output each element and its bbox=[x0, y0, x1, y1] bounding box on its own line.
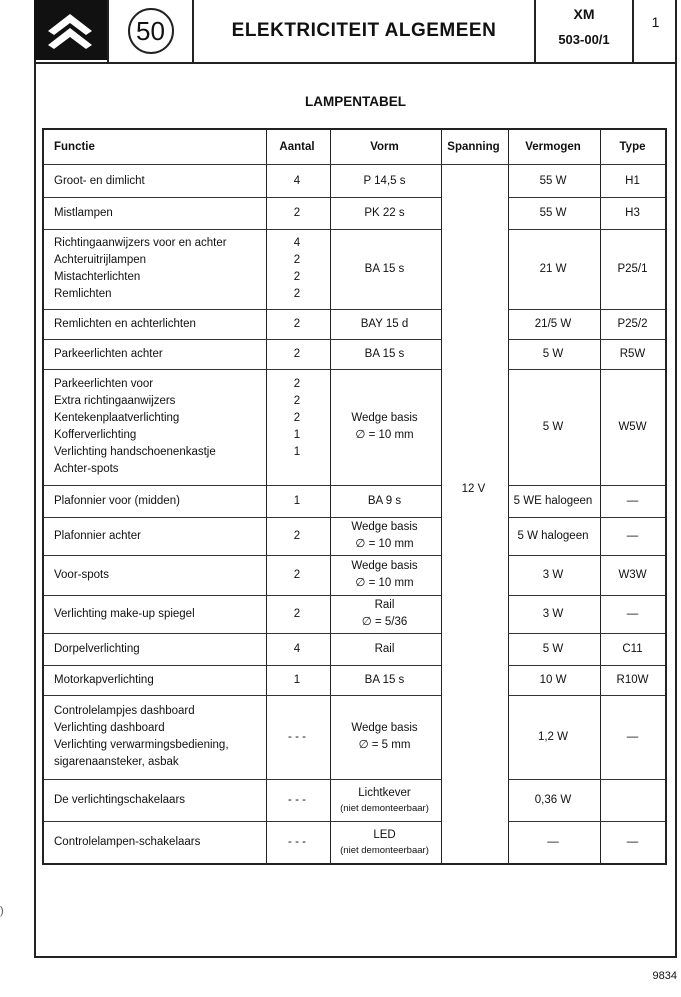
col-header-spanning: Spanning bbox=[447, 140, 500, 153]
functie-cell bbox=[54, 229, 264, 309]
vorm-cell bbox=[330, 695, 439, 779]
cell-line: 1 bbox=[293, 673, 301, 686]
cell-line: 2 bbox=[293, 254, 301, 266]
functie-cell bbox=[54, 369, 264, 485]
aantal-cell bbox=[266, 485, 328, 517]
type-cell: R5W bbox=[619, 347, 646, 360]
cell-line: ∅ = 5/36 bbox=[361, 616, 408, 628]
vermogen-cell: 3 W bbox=[542, 607, 564, 620]
column-divider bbox=[441, 130, 442, 863]
cell-line: Verlichting dashboard bbox=[54, 722, 165, 734]
vermogen-cell: 21 W bbox=[539, 262, 567, 275]
type-cell: C11 bbox=[622, 642, 643, 655]
vermogen-cell: 5 W bbox=[542, 642, 564, 655]
vorm-cell bbox=[330, 633, 439, 665]
cell-line: Controlelampen-schakelaars bbox=[54, 835, 201, 848]
cell-line: 4 bbox=[293, 642, 301, 655]
cell-line: Parkeerlichten achter bbox=[54, 347, 163, 360]
aantal-cell bbox=[266, 555, 328, 595]
lamp-table bbox=[42, 128, 667, 865]
aantal-cell bbox=[266, 197, 328, 229]
functie-cell bbox=[54, 339, 264, 369]
cell-line: Rail bbox=[374, 642, 395, 655]
cell-line: 2 bbox=[293, 378, 301, 390]
vermogen-cell: 10 W bbox=[539, 673, 567, 686]
vermogen-cell: 55 W bbox=[539, 174, 567, 187]
type-cell bbox=[600, 779, 665, 821]
vermogen-cell: 0,36 W bbox=[534, 793, 572, 806]
page-number: 1 bbox=[651, 14, 660, 30]
type-cell: — bbox=[626, 529, 639, 542]
functie-cell bbox=[54, 633, 264, 665]
cell-line: 2 bbox=[293, 607, 301, 620]
cell-line: Lichtkever bbox=[358, 787, 411, 799]
cell-line: 2 bbox=[293, 288, 301, 300]
table-title: LAMPENTABEL bbox=[305, 94, 406, 109]
cell-line: 2 bbox=[293, 412, 301, 424]
cell-line: 2 bbox=[293, 271, 301, 283]
functie-cell bbox=[54, 665, 264, 695]
double-chevron-logo-icon bbox=[34, 0, 107, 60]
type-cell: — bbox=[626, 607, 639, 620]
cell-line: Verlichting verwarmingsbediening, bbox=[54, 739, 229, 751]
vorm-cell bbox=[330, 665, 439, 695]
cell-line: Achter-spots bbox=[54, 463, 119, 475]
cell-line: 2 bbox=[293, 529, 301, 542]
type-cell: — bbox=[626, 730, 639, 743]
cell-line: ∅ = 10 mm bbox=[355, 538, 414, 550]
vermogen-cell: 5 W bbox=[542, 420, 564, 433]
vermogen-cell: 5 W halogeen bbox=[517, 529, 589, 542]
functie-cell bbox=[54, 517, 264, 555]
cell-line: Wedge basis bbox=[351, 412, 418, 424]
cell-line: Motorkapverlichting bbox=[54, 673, 154, 686]
vorm-cell bbox=[330, 821, 439, 863]
vorm-cell bbox=[330, 779, 439, 821]
cell-line: Wedge basis bbox=[351, 521, 418, 533]
type-cell: W5W bbox=[618, 420, 647, 433]
cell-line: Wedge basis bbox=[351, 560, 418, 572]
vorm-cell bbox=[330, 309, 439, 339]
cell-line: Dorpelverlichting bbox=[54, 642, 140, 655]
section-number: 50 bbox=[128, 8, 174, 54]
cell-line: BA 15 s bbox=[364, 262, 405, 275]
cell-line: Achteruitrijlampen bbox=[54, 254, 147, 266]
vermogen-cell: 21/5 W bbox=[534, 317, 572, 330]
doc-code-box bbox=[534, 0, 634, 62]
functie-cell bbox=[54, 779, 264, 821]
footer-number: 9834 bbox=[652, 970, 677, 982]
cell-line: (niet demonteerbaar) bbox=[340, 845, 429, 856]
col-header-vorm: Vorm bbox=[370, 140, 399, 153]
vermogen-cell: 55 W bbox=[539, 206, 567, 219]
vorm-cell bbox=[330, 339, 439, 369]
cell-line: ∅ = 5 mm bbox=[358, 739, 411, 751]
cell-line: - - - bbox=[288, 730, 306, 743]
type-cell: P25/2 bbox=[617, 317, 648, 330]
vorm-cell bbox=[330, 229, 439, 309]
vorm-cell bbox=[330, 595, 439, 633]
cell-line: Voor-spots bbox=[54, 568, 109, 581]
functie-cell bbox=[54, 695, 264, 779]
cell-line: LED bbox=[373, 829, 396, 841]
col-header-type: Type bbox=[619, 140, 646, 153]
cell-line bbox=[295, 461, 298, 478]
cell-line: PK 22 s bbox=[364, 206, 405, 219]
vermogen-cell: 1,2 W bbox=[537, 730, 569, 743]
aantal-cell bbox=[266, 633, 328, 665]
cell-line: Mistlampen bbox=[54, 206, 113, 219]
cell-line: 2 bbox=[293, 317, 301, 330]
voltage-cell: 12 V bbox=[461, 483, 486, 495]
vermogen-cell: — bbox=[547, 835, 559, 848]
aantal-cell bbox=[266, 229, 328, 309]
functie-cell bbox=[54, 165, 264, 197]
aantal-cell bbox=[266, 309, 328, 339]
cell-line: 1 bbox=[293, 429, 301, 441]
type-cell: — bbox=[626, 494, 639, 507]
functie-cell bbox=[54, 485, 264, 517]
cell-line: Verlichting make-up spiegel bbox=[54, 607, 195, 620]
vorm-cell bbox=[330, 517, 439, 555]
cell-line: Groot- en dimlicht bbox=[54, 174, 145, 187]
type-cell: W3W bbox=[618, 568, 647, 581]
cell-line: (niet demonteerbaar) bbox=[340, 803, 429, 814]
margin-mark: ) bbox=[0, 905, 4, 917]
vorm-cell bbox=[330, 369, 439, 485]
type-cell: H3 bbox=[625, 206, 640, 219]
cell-line: 2 bbox=[293, 206, 301, 219]
vorm-cell bbox=[330, 165, 439, 197]
vermogen-cell: 5 WE halogeen bbox=[513, 494, 593, 507]
aantal-cell bbox=[266, 665, 328, 695]
cell-line: 1 bbox=[293, 494, 301, 507]
functie-cell bbox=[54, 309, 264, 339]
cell-line: 2 bbox=[293, 347, 301, 360]
aantal-cell bbox=[266, 595, 328, 633]
cell-line: BA 9 s bbox=[367, 494, 402, 507]
page-title: ELEKTRICITEIT ALGEMEEN bbox=[231, 20, 497, 41]
cell-line: 4 bbox=[293, 237, 301, 249]
cell-line: Rail bbox=[374, 599, 395, 611]
aantal-cell bbox=[266, 165, 328, 197]
functie-cell bbox=[54, 821, 264, 863]
cell-line: Remlichten en achterlichten bbox=[54, 317, 196, 330]
col-header-functie: Functie bbox=[54, 140, 95, 153]
page-header bbox=[34, 0, 677, 64]
cell-line: Plafonnier achter bbox=[54, 529, 141, 542]
cell-line: Parkeerlichten voor bbox=[54, 378, 154, 390]
type-cell: — bbox=[626, 835, 639, 848]
type-cell: P25/1 bbox=[617, 262, 648, 275]
aantal-cell bbox=[266, 821, 328, 863]
cell-line: P 14,5 s bbox=[363, 174, 406, 187]
cell-line: 1 bbox=[293, 446, 301, 458]
vermogen-cell: 5 W bbox=[542, 347, 564, 360]
col-header-aantal: Aantal bbox=[279, 140, 315, 153]
cell-line: Wedge basis bbox=[351, 722, 418, 734]
section-number-box bbox=[109, 0, 194, 62]
vorm-cell bbox=[330, 485, 439, 517]
cell-line: Verlichting handschoenenkastje bbox=[54, 446, 216, 458]
aantal-cell bbox=[266, 779, 328, 821]
cell-line: Kentekenplaatverlichting bbox=[54, 412, 180, 424]
aantal-cell bbox=[266, 339, 328, 369]
cell-line: BA 15 s bbox=[364, 673, 405, 686]
aantal-cell bbox=[266, 369, 328, 485]
cell-line: Richtingaanwijzers voor en achter bbox=[54, 237, 227, 249]
cell-line: BAY 15 d bbox=[360, 317, 409, 330]
aantal-cell bbox=[266, 517, 328, 555]
functie-cell bbox=[54, 555, 264, 595]
cell-line: ∅ = 10 mm bbox=[355, 577, 414, 589]
brand-logo bbox=[34, 0, 109, 62]
cell-line: Controlelampjes dashboard bbox=[54, 705, 195, 717]
cell-line: De verlichtingschakelaars bbox=[54, 793, 186, 806]
cell-line: - - - bbox=[288, 793, 306, 806]
cell-line: 2 bbox=[293, 395, 301, 407]
cell-line: 4 bbox=[293, 174, 301, 187]
cell-line: Remlichten bbox=[54, 288, 112, 300]
functie-cell bbox=[54, 595, 264, 633]
col-header-vermogen: Vermogen bbox=[525, 140, 581, 153]
doc-code: 503-00/1 bbox=[558, 32, 610, 47]
cell-line: BA 15 s bbox=[364, 347, 405, 360]
vorm-cell bbox=[330, 555, 439, 595]
cell-line: sigarenaansteker, asbak bbox=[54, 756, 179, 768]
type-cell: H1 bbox=[625, 174, 640, 187]
cell-line: Extra richtingaanwijzers bbox=[54, 395, 176, 407]
cell-line: Kofferverlichting bbox=[54, 429, 137, 441]
cell-line: ∅ = 10 mm bbox=[355, 429, 414, 441]
cell-line: Plafonnier voor (midden) bbox=[54, 494, 180, 507]
cell-line: 2 bbox=[293, 568, 301, 581]
vermogen-cell: 3 W bbox=[542, 568, 564, 581]
aantal-cell bbox=[266, 695, 328, 779]
cell-line: Mistachterlichten bbox=[54, 271, 141, 283]
vorm-cell bbox=[330, 197, 439, 229]
type-cell: R10W bbox=[616, 673, 649, 686]
model-label: XM bbox=[573, 6, 595, 22]
functie-cell bbox=[54, 197, 264, 229]
cell-line: - - - bbox=[288, 835, 306, 848]
